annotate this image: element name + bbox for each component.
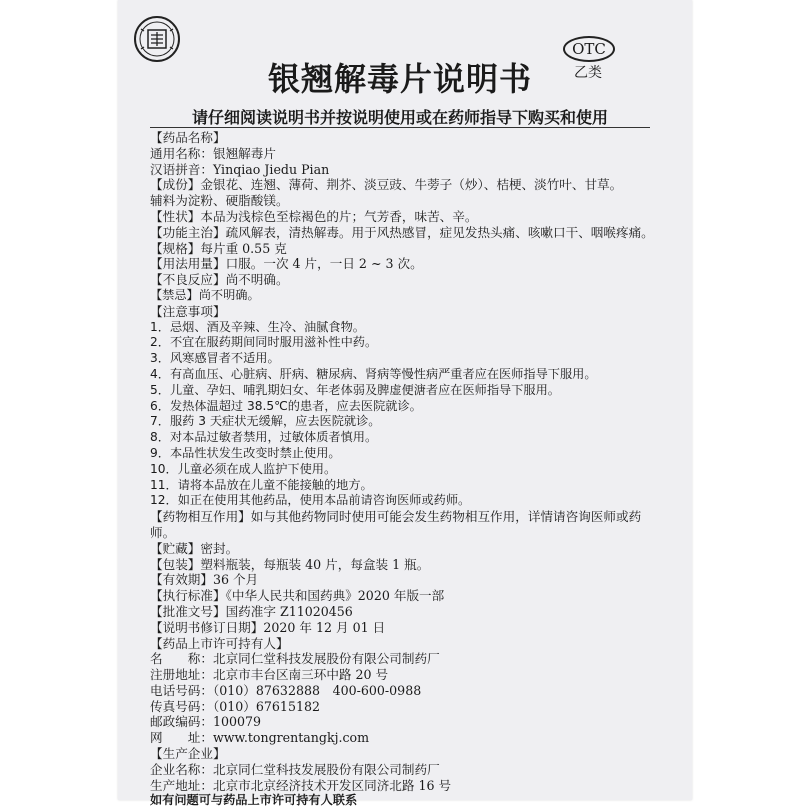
ingredients-label: 【成份】 xyxy=(150,177,201,193)
section-drug-name-label xyxy=(150,130,655,146)
precaution-item: 1．忌烟、酒及辛辣、生冷、油腻食物。 xyxy=(150,319,365,334)
section-interactions xyxy=(150,509,655,541)
mah-address: 注册地址：北京市丰台区南三环中路 20 号 xyxy=(150,667,389,683)
section-package xyxy=(150,557,655,573)
approval-text: 国药准字 Z11020456 xyxy=(225,603,353,619)
dosage-label: 【用法用量】 xyxy=(150,256,226,272)
section-specification xyxy=(150,241,655,257)
header-divider xyxy=(150,127,650,128)
section-description xyxy=(150,209,655,225)
revision-label: 【说明书修订日期】 xyxy=(150,619,264,635)
revision-text: 2020 年 12 月 01 日 xyxy=(263,619,386,635)
indications-text: 疏风解表，清热解毒。用于风热感冒，症见发热头痛、咳嗽口干、咽喉疼痛。 xyxy=(225,224,654,240)
approval-label: 【批准文号】 xyxy=(150,603,226,619)
adverse-label: 【不良反应】 xyxy=(150,272,226,288)
leaflet-content xyxy=(150,130,655,809)
interactions-label: 【药物相互作用】 xyxy=(150,509,251,525)
storage-label: 【贮藏】 xyxy=(150,540,201,556)
contraindications-label: 【禁忌】 xyxy=(150,287,199,302)
precaution-item: 11．请将本品放在儿童不能接触的地方。 xyxy=(150,477,373,492)
section-indications xyxy=(150,225,655,241)
description-label: 【性状】 xyxy=(150,208,201,224)
section-validity xyxy=(150,572,655,588)
description-text: 本品为浅棕色至棕褐色的片；气芳香，味苦、辛。 xyxy=(200,208,478,224)
section-ingredients xyxy=(150,177,655,193)
dosage-text: 口服。一次 4 片，一日 2 ~ 3 次。 xyxy=(225,256,423,272)
ingredients-text: 金银花、连翘、薄荷、荆芥、淡豆豉、牛蒡子（炒）、桔梗、淡竹叶、甘草。 xyxy=(200,177,623,193)
package-label: 【包装】 xyxy=(150,556,201,572)
precaution-item: 4．有高血压、心脏病、肝病、糖尿病、肾病等慢性病严重者应在医师指导下服用。 xyxy=(150,366,597,381)
precaution-item: 7．服药 3 天症状无缓解，应去医院就诊。 xyxy=(150,414,381,429)
drug-name-label: 【药品名称】 xyxy=(150,130,226,145)
mah-phone: 电话号码：（010）87632888 400-600-0988 xyxy=(150,682,422,698)
mah-website: 网 址：www.tongrentangkj.com xyxy=(150,730,370,746)
validity-label: 【有效期】 xyxy=(150,572,213,588)
contraindications-text: 尚不明确。 xyxy=(198,287,260,302)
manufacturer-address: 生产地址：北京市北京经济技术开发区同济北路 16 号 xyxy=(150,777,452,793)
precaution-item: 5．儿童、孕妇、哺乳期妇女、年老体弱及脾虚便溏者应在医师指导下服用。 xyxy=(150,382,560,397)
contact-footer-note: 如有问题可与药品上市许可持有人联系 xyxy=(150,793,358,808)
pinyin-name: 汉语拼音：Yinqiao Jiedu Pian xyxy=(150,161,330,177)
interactions-text: 如与其他药物同时使用可能会发生药物相互作用，详情请咨询医师或药师。 xyxy=(150,509,642,540)
document-subtitle: 请仔细阅读说明书并按说明使用或在药师指导下购买和使用 xyxy=(191,108,608,127)
section-revision xyxy=(150,620,655,636)
precaution-item: 6．发热体温超过 38.5℃的患者，应去医院就诊。 xyxy=(150,398,422,413)
mah-postcode: 邮政编码：100079 xyxy=(150,714,262,730)
document-title: 银翘解毒片说明书 xyxy=(267,60,532,98)
standard-label: 【执行标准】 xyxy=(150,588,226,604)
precaution-item: 3．风寒感冒者不适用。 xyxy=(150,351,280,366)
precautions-label: 【注意事项】 xyxy=(150,303,226,319)
section-contraindications xyxy=(150,288,655,304)
precaution-item: 12．如正在使用其他药品，使用本品前请咨询医师或药师。 xyxy=(150,493,471,508)
specification-label: 【规格】 xyxy=(150,240,201,256)
section-adverse xyxy=(150,272,655,288)
validity-text: 36 个月 xyxy=(212,572,259,588)
standard-text: 《中华人民共和国药典》2020 年版一部 xyxy=(225,588,445,604)
precaution-item: 9．本品性状发生改变时禁止使用。 xyxy=(150,445,341,460)
manufacturer-label: 【生产企业】 xyxy=(150,746,226,762)
mah-name: 名 称：北京同仁堂科技发展股份有限公司制药厂 xyxy=(150,651,440,667)
adverse-text: 尚不明确。 xyxy=(225,272,289,288)
otc-class-label: 乙类 xyxy=(574,65,602,81)
precaution-item: 8．对本品过敏者禁用，过敏体质者慎用。 xyxy=(150,430,378,445)
indications-label: 【功能主治】 xyxy=(150,224,226,240)
mah-label: 【药品上市许可持有人】 xyxy=(150,635,289,651)
excipients-text: 辅料为淀粉、硬脂酸镁。 xyxy=(150,193,289,209)
precaution-item: 2．不宜在服药期间同时服用滋补性中药。 xyxy=(150,335,378,350)
section-dosage xyxy=(150,256,655,272)
storage-text: 密封。 xyxy=(200,540,239,556)
section-standard xyxy=(150,588,655,604)
section-storage xyxy=(150,541,655,557)
manufacturer-name: 企业名称：北京同仁堂科技发展股份有限公司制药厂 xyxy=(150,761,440,777)
precaution-item: 10．儿童必须在成人监护下使用。 xyxy=(150,461,337,476)
package-text: 塑料瓶装，每瓶装 40 片，每盒装 1 瓶。 xyxy=(200,556,430,572)
specification-text: 每片重 0.55 克 xyxy=(200,240,287,256)
precautions-list xyxy=(150,320,655,510)
mah-fax: 传真号码：（010）67615182 xyxy=(150,698,320,714)
common-name: 通用名称：银翘解毒片 xyxy=(150,145,276,161)
otc-badge: OTC xyxy=(563,36,615,62)
section-approval xyxy=(150,604,655,620)
